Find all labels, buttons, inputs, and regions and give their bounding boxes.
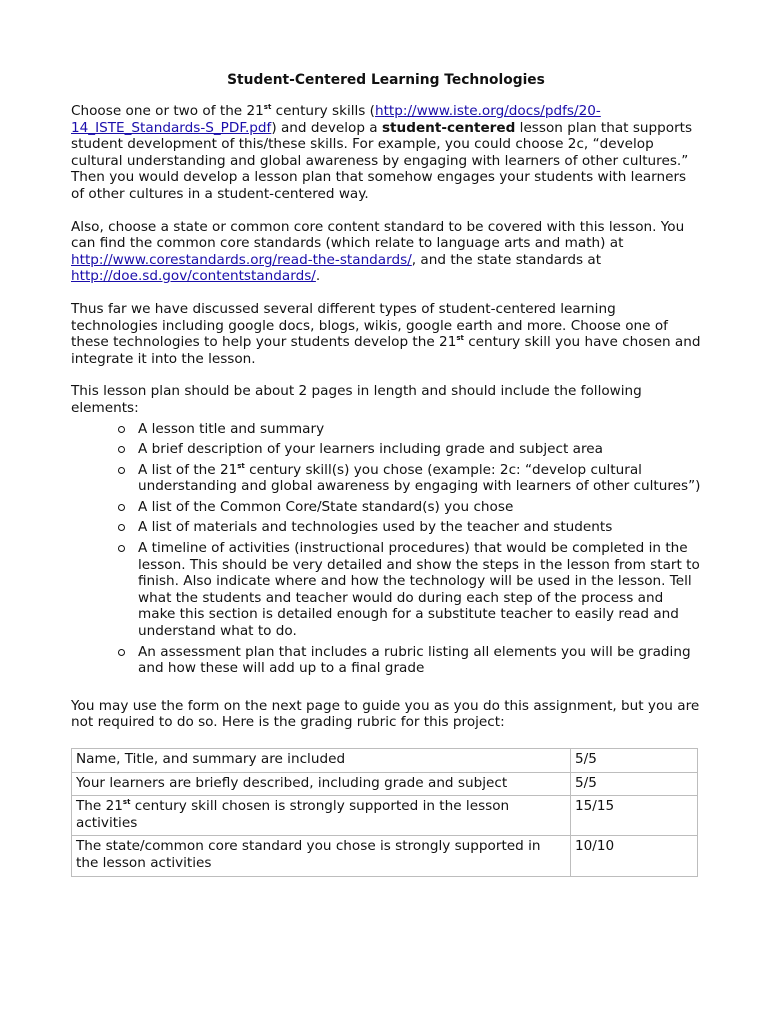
text-span: Also, choose a state or common core content standard to be covered with this lesson. You can find the common core standards (which relate to language arts and math) at bbox=[71, 218, 685, 252]
score-cell: 15/15 bbox=[571, 796, 698, 836]
document-title: Student-Centered Learning Technologies bbox=[227, 72, 545, 88]
text-span: . bbox=[315, 268, 321, 285]
score-cell: 10/10 bbox=[571, 836, 698, 876]
list-item: A brief description of your learners including grade and subject area bbox=[138, 441, 701, 458]
criterion-cell: The state/common core standard you chose is strongly supported in the lesson activities bbox=[72, 836, 571, 876]
elements-list bbox=[71, 421, 701, 677]
score-cell: 5/5 bbox=[571, 772, 698, 796]
technologies-paragraph bbox=[71, 301, 701, 367]
text-span: lesson plan that supports student development of this/these skills. For example, you could choose 2c, “develop cultural understanding and global awareness by engaging with learners of other cultures.” Then you would develop a lesson plan that somehow engages your students with learners of other cultures in a student-centered way. bbox=[71, 119, 693, 202]
superscript: st bbox=[122, 798, 131, 807]
table-row bbox=[72, 772, 698, 796]
state-standards-link[interactable]: http://doe.sd.gov/contentstandards/ bbox=[71, 268, 316, 285]
text-span: The 21 bbox=[76, 798, 123, 815]
superscript: st bbox=[237, 461, 245, 470]
text-span: Thus far we have discussed several different types of student-centered learning technologies including google docs, blogs, wikis, google earth and more. Choose one of these technologies to help your students develop the 21 bbox=[71, 300, 668, 351]
requirements-paragraph: This lesson plan should be about 2 pages in length and should include the following elements: bbox=[71, 383, 642, 416]
table-row bbox=[72, 749, 698, 773]
list-item bbox=[138, 462, 701, 495]
text-span: century skill you have chosen and integrate it into the lesson. bbox=[71, 334, 701, 367]
table-row bbox=[72, 796, 698, 836]
corestandards-link[interactable]: http://www.corestandards.org/read-the-standards/ bbox=[71, 251, 412, 268]
criterion-cell: Your learners are briefly described, including grade and subject bbox=[72, 772, 571, 796]
criterion-cell bbox=[72, 796, 571, 836]
text-span: century skill(s) you chose (example: 2c: “develop cultural understanding and global awareness by engaging with learners of other cultures”) bbox=[138, 461, 701, 495]
superscript: st bbox=[456, 334, 464, 343]
superscript: st bbox=[263, 103, 272, 111]
score-cell: 5/5 bbox=[571, 749, 698, 773]
list-item: A timeline of activities (instructional procedures) that would be completed in the lesson. This should be very detailed and show the steps in the lesson from start to finish. Also indicate where and how the technology will be used in the lesson. Tell what the students and teacher would do during each step of the process and make this section is detailed enough for a substitute teacher to easily read and understand what to do. bbox=[138, 540, 700, 640]
rubric-intro-paragraph: You may use the form on the next page to guide you as you do this assignment, but you are not required to do so. Here is the grading rubric for this project: bbox=[71, 697, 700, 731]
iste-standards-link[interactable]: http://www.iste.org/docs/pdfs/20-14_ISTE_Standards-S_PDF.pdf bbox=[71, 103, 601, 136]
list-item: A lesson title and summary bbox=[138, 421, 701, 438]
criterion-cell: Name, Title, and summary are included bbox=[72, 749, 571, 773]
list-item: A list of the Common Core/State standard(s) you chose bbox=[138, 499, 701, 516]
text-span: century skills ( bbox=[271, 103, 375, 119]
list-item: A list of materials and technologies used by the teacher and students bbox=[138, 519, 701, 536]
text-span: Choose one or two of the 21 bbox=[71, 103, 264, 119]
standards-paragraph bbox=[71, 219, 701, 285]
text-span: ) and develop a bbox=[271, 119, 382, 136]
text-span: , and the state standards at bbox=[411, 251, 602, 268]
grading-rubric-table bbox=[71, 748, 698, 877]
bold-text: student-centered bbox=[381, 119, 516, 136]
text-span: century skill chosen is strongly supported in the lesson activities bbox=[76, 798, 510, 831]
document-page bbox=[71, 72, 701, 877]
table-row bbox=[72, 836, 698, 876]
intro-paragraph bbox=[71, 103, 701, 203]
text-span: A list of the 21 bbox=[138, 461, 238, 478]
list-item: An assessment plan that includes a rubric listing all elements you will be grading and how these will add up to a final grade bbox=[138, 644, 701, 677]
